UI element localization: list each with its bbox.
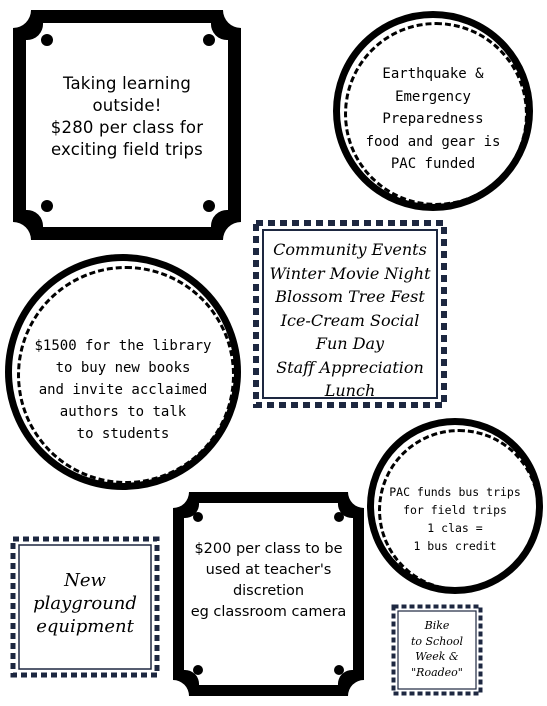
- text-line: for field trips: [403, 503, 507, 517]
- text-line: Bike: [424, 619, 450, 632]
- text-line: and invite acclaimed: [38, 382, 208, 398]
- text-line: Blossom Tree Fest: [275, 287, 425, 306]
- text-line: eg classroom camera: [190, 604, 347, 620]
- text-line: Staff Appreciation: [276, 357, 424, 377]
- text-line: discretion: [232, 583, 305, 599]
- text-line: Earthquake &: [382, 66, 484, 82]
- field-trips-card: [13, 10, 241, 240]
- text-line: used at teacher's: [205, 562, 332, 578]
- bus-card: [367, 418, 543, 594]
- corner-dot: [203, 200, 215, 212]
- earthquake-card: [333, 11, 533, 211]
- text-line: Week &: [415, 650, 459, 663]
- text-line: authors to talk: [59, 404, 187, 420]
- discretion-card: [173, 492, 364, 696]
- playground-text: [10, 569, 160, 638]
- community-events-card: [253, 220, 447, 408]
- text-line: Emergency: [395, 88, 471, 105]
- earthquake-text: [333, 63, 533, 176]
- text-line: Preparedness: [382, 111, 484, 127]
- text-line: to School: [410, 634, 464, 648]
- text-line: $1500 for the library: [34, 338, 212, 354]
- text-line: $200 per class to be: [194, 541, 343, 557]
- text-line: outside!: [92, 96, 162, 115]
- bus-text: [367, 483, 543, 555]
- library-text: [5, 335, 241, 445]
- bike-card: [391, 604, 483, 696]
- text-line: Lunch: [324, 381, 376, 400]
- text-line: exciting field trips: [51, 140, 203, 159]
- corner-dot: [193, 665, 203, 675]
- text-line: PAC funded: [390, 156, 476, 172]
- text-line: Winter Movie Night: [269, 263, 431, 283]
- text-line: equipment: [36, 616, 134, 637]
- text-line: Fun Day: [315, 334, 385, 353]
- corner-dot: [334, 512, 344, 522]
- text-line: $280 per class for: [50, 118, 204, 137]
- corner-dot: [41, 200, 53, 212]
- text-line: Ice-Cream Social: [280, 310, 420, 330]
- text-line: New: [64, 570, 106, 591]
- text-line: food and gear is: [365, 133, 501, 150]
- corner-dot: [203, 34, 215, 46]
- library-card: [5, 254, 241, 490]
- text-line: 1 clas =: [427, 521, 483, 535]
- text-line: Taking learning: [62, 74, 192, 93]
- community-events-text: [253, 238, 447, 403]
- text-line: Community Events: [273, 240, 427, 259]
- bike-text: [391, 618, 483, 680]
- corner-dot: [41, 34, 53, 46]
- corner-dot: [193, 512, 203, 522]
- text-line: to buy new books: [55, 360, 191, 376]
- text-line: playground: [33, 593, 137, 614]
- corner-dot: [334, 665, 344, 675]
- text-line: to students: [76, 426, 170, 442]
- text-line: "Roadeo": [411, 665, 463, 679]
- text-line: 1 bus credit: [413, 539, 497, 553]
- playground-card: [10, 536, 160, 678]
- field-trips-text: [13, 73, 241, 161]
- discretion-text: [173, 539, 364, 623]
- text-line: PAC funds bus trips: [389, 485, 521, 499]
